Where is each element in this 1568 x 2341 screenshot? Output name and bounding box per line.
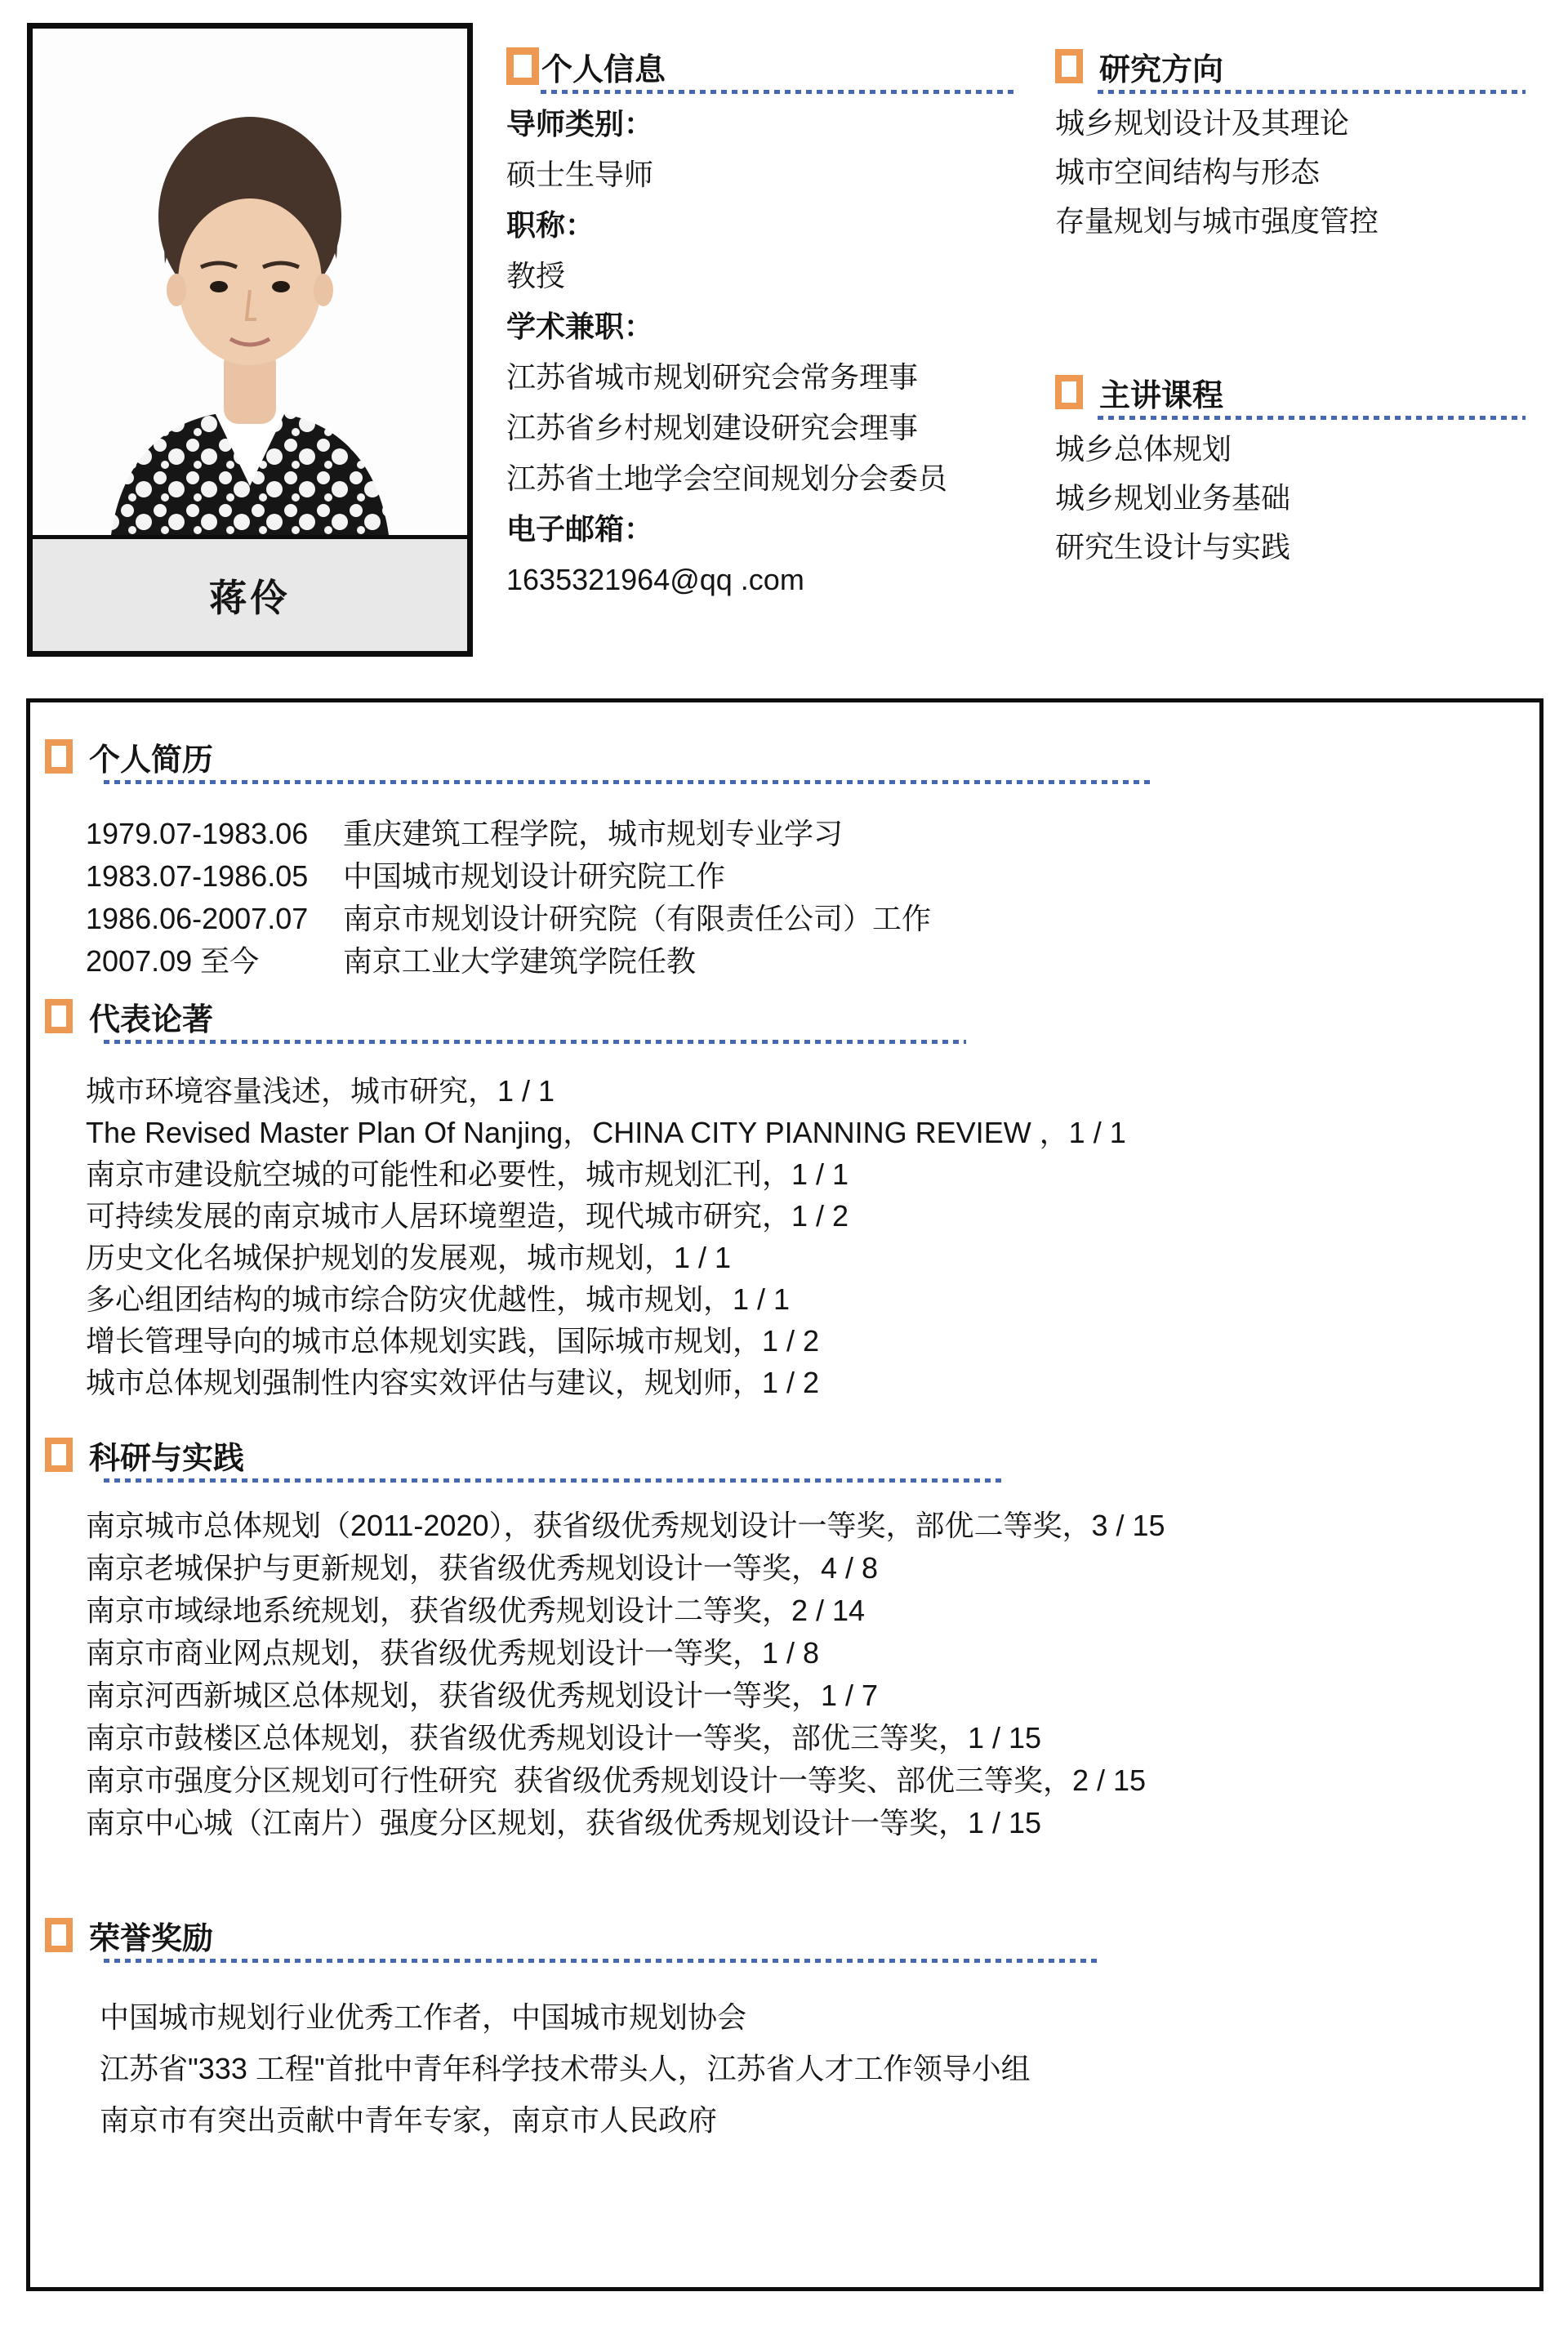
academic-post-item: 江苏省城市规划研究会常务理事 [506, 360, 919, 394]
resume-section [30, 735, 1539, 778]
academic-post-item: 江苏省乡村规划建设研究会理事 [506, 411, 919, 444]
personal-info-lines [506, 99, 1017, 605]
section-marker-icon [1055, 375, 1083, 409]
resume-period: 1986.06-2007.07 [86, 902, 309, 935]
resume-row [30, 940, 1539, 983]
publication-item: 城市环境容量浅述，城市研究，1 / 1 [86, 1074, 555, 1108]
section-title: 代表论著 [89, 1002, 214, 1037]
resume-description: 中国城市规划设计研究院工作 [343, 859, 726, 893]
honors-section [30, 1914, 1539, 1956]
personal-info-section [506, 45, 1017, 605]
dotted-divider [1098, 90, 1526, 94]
publications-header [45, 995, 1539, 1037]
resume-description: 重庆建筑工程学院，城市规划专业学习 [343, 817, 844, 850]
right-column [1055, 45, 1533, 572]
supervisor-type-value: 硕士生导师 [506, 158, 654, 191]
job-title-label: 职称： [506, 208, 595, 242]
resume-period: 2007.09 至今 [86, 944, 260, 978]
section-marker-icon [506, 47, 539, 85]
academic-posts-label: 学术兼职： [506, 310, 654, 343]
publication-item: 城市总体规划强制性内容实效评估与建议，规划师，1 / 2 [86, 1366, 820, 1399]
section-title: 研究方向 [1099, 52, 1224, 87]
project-item: 南京老城保护与更新规划，获省级优秀规划设计一等奖，4 / 8 [86, 1551, 879, 1585]
research-direction-item: 城乡规划设计及其理论 [1055, 106, 1350, 140]
publication-item: 南京市建设航空城的可能性和必要性，城市规划汇刊，1 / 1 [86, 1157, 849, 1191]
dotted-divider [541, 90, 1016, 94]
section-title: 个人信息 [541, 52, 666, 87]
publications-list [30, 1070, 1539, 1403]
publication-item: 可持续发展的南京城市人居环境塑造，现代城市研究，1 / 2 [86, 1199, 849, 1233]
resume-row [30, 855, 1539, 898]
profile-name: 蒋伶 [33, 535, 467, 651]
research-direction-item: 城市空间结构与形态 [1055, 155, 1321, 189]
dotted-divider [104, 1478, 1003, 1483]
publication-item: 历史文化名城保护规划的发展观，城市规划，1 / 1 [86, 1241, 732, 1274]
section-title: 科研与实践 [89, 1441, 245, 1476]
portrait-photo [33, 29, 467, 535]
course-item: 城乡总体规划 [1055, 432, 1232, 466]
project-item: 南京河西新城区总体规划，获省级优秀规划设计一等奖，1 / 7 [86, 1679, 879, 1712]
personal-info-header [506, 45, 1017, 87]
courses-header [1055, 371, 1533, 413]
honors-list [30, 1991, 1539, 2146]
section-title: 主讲课程 [1099, 378, 1224, 413]
research-direction-item: 存量规划与城市强度管控 [1055, 204, 1379, 238]
project-item: 南京市鼓楼区总体规划，获省级优秀规划设计一等奖，部优三等奖，1 / 15 [86, 1721, 1042, 1755]
resume-description: 南京市规划设计研究院（有限责任公司）工作 [343, 902, 932, 935]
resume-header [45, 735, 1539, 778]
section-marker-icon [45, 739, 73, 774]
research-directions-header [1055, 45, 1533, 87]
projects-list [30, 1505, 1539, 1844]
honor-item: 江苏省"333 工程"首批中青年科学技术带头人，江苏省人才工作领导小组 [100, 2052, 1031, 2085]
resume-period: 1983.07-1986.05 [86, 859, 309, 893]
project-item: 南京市商业网点规划，获省级优秀规划设计一等奖，1 / 8 [86, 1636, 820, 1670]
honor-item: 中国城市规划行业优秀工作者，中国城市规划协会 [100, 2000, 747, 2034]
section-marker-icon [45, 999, 73, 1033]
publications-section [30, 995, 1539, 1037]
cv-main-box [26, 698, 1544, 2291]
project-item: 南京中心城（江南片）强度分区规划，获省级优秀规划设计一等奖，1 / 15 [86, 1806, 1042, 1839]
honors-header [45, 1914, 1539, 1956]
job-title-value: 教授 [506, 259, 566, 292]
project-item: 南京市强度分区规划可行性研究 获省级优秀规划设计一等奖、部优三等奖，2 / 15 [86, 1764, 1147, 1797]
email-value: 1635321964@qq .com [506, 563, 804, 596]
resume-row [30, 813, 1539, 855]
honor-item: 南京市有突出贡献中青年专家，南京市人民政府 [100, 2103, 718, 2137]
resume-description: 南京工业大学建筑学院任教 [343, 944, 697, 978]
section-marker-icon [45, 1438, 73, 1472]
projects-header [45, 1434, 1539, 1476]
dotted-divider [1098, 416, 1526, 420]
resume-row [30, 898, 1539, 940]
supervisor-type-label: 导师类别： [506, 107, 654, 140]
portrait-illustration [87, 45, 413, 535]
research-directions-list [1055, 99, 1533, 246]
project-item: 南京城市总体规划（2011-2020），获省级优秀规划设计一等奖，部优二等奖，3 / 15 [86, 1509, 1165, 1542]
projects-section [30, 1434, 1539, 1476]
course-item: 城乡规划业务基础 [1055, 481, 1291, 515]
dotted-divider [104, 1040, 966, 1044]
publication-item: 增长管理导向的城市总体规划实践，国际城市规划，1 / 2 [86, 1324, 820, 1358]
dotted-divider [104, 1959, 1101, 1963]
dotted-divider [104, 780, 1150, 784]
email-label: 电子邮箱： [506, 512, 654, 546]
academic-post-item: 江苏省土地学会空间规划分会委员 [506, 462, 948, 495]
resume-period: 1979.07-1983.06 [86, 817, 309, 850]
project-item: 南京市域绿地系统规划，获省级优秀规划设计二等奖，2 / 14 [86, 1594, 866, 1627]
section-title: 荣誉奖励 [89, 1921, 214, 1956]
course-item: 研究生设计与实践 [1055, 530, 1291, 564]
profile-photo-card [27, 23, 473, 657]
section-marker-icon [1055, 49, 1083, 83]
courses-list [1055, 425, 1533, 572]
resume-list [30, 813, 1539, 983]
publication-item: 多心组团结构的城市综合防灾优越性，城市规划，1 / 1 [86, 1282, 791, 1316]
section-title: 个人简历 [89, 742, 214, 778]
publication-item: The Revised Master Plan Of Nanjing，CHINA CITY PIANNING REVIEW ，1 / 1 [86, 1116, 1126, 1149]
section-marker-icon [45, 1918, 73, 1952]
